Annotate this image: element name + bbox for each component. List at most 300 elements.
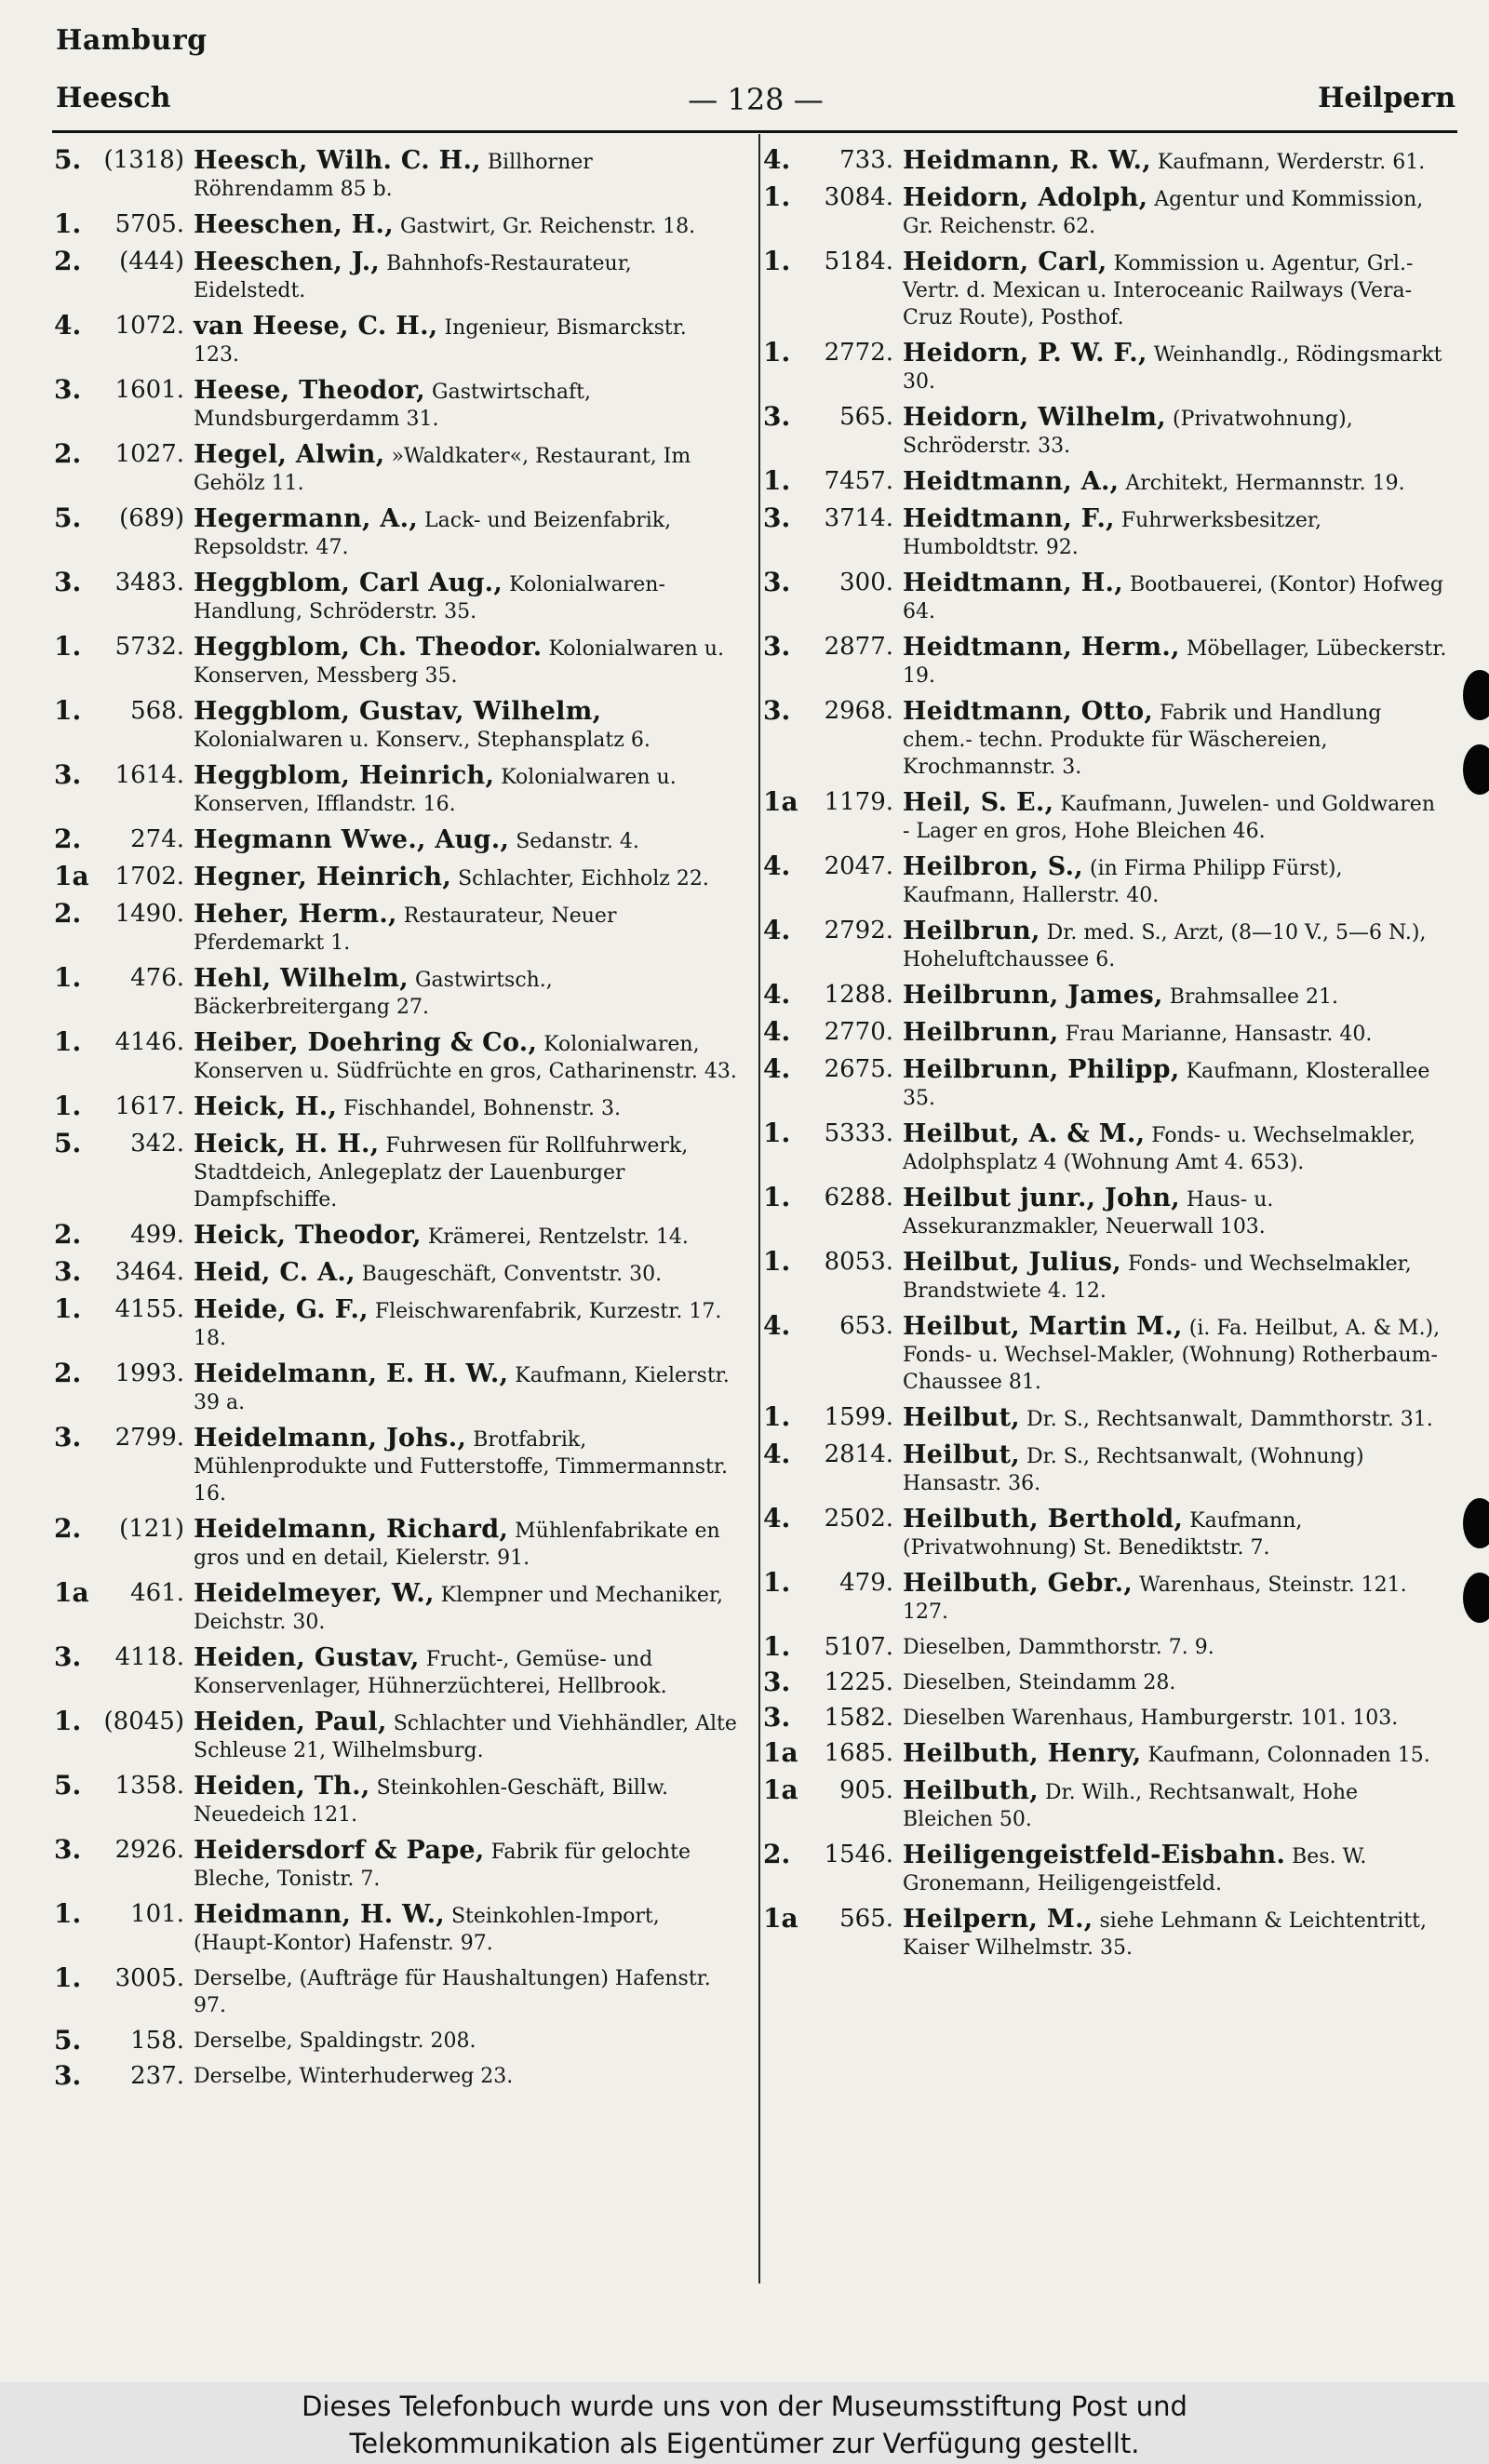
subscriber-name: Heidtmann, A.,: [903, 467, 1120, 496]
subscriber-name: Heiligengeistfeld-Eisbahn.: [903, 1841, 1286, 1869]
subscriber-name: Heidelmann, E. H. W.,: [194, 1359, 509, 1388]
subscriber-details: Frucht-, Gemüse- und Konservenlager, Hühnerzüchterei, Hellbrook.: [194, 1648, 667, 1698]
entry-text: [194, 1359, 730, 1414]
entry-text: [903, 467, 1405, 496]
subscriber-name: Heggblom, Ch. Theodor.: [194, 633, 543, 662]
directory-entry: [763, 1669, 1448, 1696]
directory-entry: [763, 786, 1448, 845]
subscriber-details: Bes. W. Gronemann, Heiligengeistfeld.: [903, 1845, 1367, 1895]
subscriber-name: Heggblom, Heinrich,: [194, 761, 495, 790]
exchange-district: 2.: [54, 1358, 82, 1388]
exchange-district: 4.: [763, 1439, 791, 1469]
entry-text: [903, 339, 1442, 394]
phone-number: 1546.: [824, 1841, 893, 1868]
directory-entry: [54, 374, 737, 433]
entry-text: [194, 440, 691, 495]
entry-text: [194, 1579, 724, 1634]
subscriber-details: Mühlenfabrikate en gros und en detail, Kielerstr. 91.: [194, 1520, 720, 1570]
header-city: Hamburg: [56, 24, 208, 57]
entry-text: [194, 1643, 667, 1698]
entry-text: [903, 917, 1427, 971]
directory-entry: [763, 1774, 1448, 1833]
exchange-district: 1.: [54, 1293, 82, 1324]
subscriber-name: Heidorn, Carl,: [903, 248, 1107, 276]
directory-entry: [54, 695, 737, 754]
exchange-district: 1a: [763, 1903, 798, 1934]
phone-number: (689): [119, 504, 184, 532]
subscriber-details: Fonds- u. Wechselmakler, Adolphsplatz 4 (Wohnung Amt 4. 653).: [903, 1124, 1415, 1174]
directory-entry: [54, 898, 737, 957]
exchange-district: 1.: [54, 962, 82, 993]
subscriber-name: Heilbuth, Berthold,: [903, 1505, 1184, 1533]
subscriber-name: Heeschen, J.,: [194, 248, 381, 276]
subscriber-details: Dr. S., Rechtsanwalt, (Wohnung) Hansastr. 36.: [903, 1445, 1364, 1495]
directory-entry: [54, 569, 737, 625]
exchange-district: 1a: [763, 1774, 798, 1805]
subscriber-details: Restaurateur, Neuer Pferdemarkt 1.: [194, 904, 617, 955]
entry-text: [903, 1018, 1373, 1047]
directory-entry: [763, 465, 1448, 497]
subscriber-name: Heggblom, Gustav, Wilhelm,: [194, 697, 602, 726]
subscriber-details: Fleischwarenfabrik, Kurzestr. 17. 18.: [194, 1300, 722, 1350]
directory-entry: [763, 695, 1448, 781]
subscriber-name: Hehl, Wilhelm,: [194, 964, 409, 993]
subscriber-name: Heilpern, M.,: [903, 1905, 1093, 1934]
directory-entry: [763, 1401, 1448, 1433]
entry-text: [194, 863, 709, 891]
phone-number: 1072.: [114, 312, 184, 340]
exchange-district: 3.: [54, 567, 82, 597]
subscriber-details: Derselbe, (Aufträge für Haushaltungen) Hafenstr. 97.: [194, 1967, 711, 2017]
phone-number: 3714.: [824, 504, 893, 532]
exchange-district: 2.: [54, 1513, 82, 1544]
directory-entry: [54, 438, 737, 497]
subscriber-name: Heeschen, H.,: [194, 210, 394, 239]
exchange-district: 3.: [54, 1641, 82, 1672]
directory-entry: [54, 1577, 737, 1636]
phone-number: 1702.: [114, 863, 184, 891]
entry-text: [903, 1184, 1274, 1239]
subscriber-name: Heidtmann, Otto,: [903, 697, 1154, 726]
entry-text: [903, 1636, 1214, 1659]
subscriber-details: Lack- und Beizenfabrik, Repsoldstr. 47.: [194, 509, 672, 559]
subscriber-name: Heiden, Paul,: [194, 1707, 387, 1736]
directory-entry: [763, 850, 1448, 909]
subscriber-details: Fuhrwerksbesitzer, Humboldtstr. 92.: [903, 509, 1321, 559]
punch-hole-mark: [1463, 1498, 1489, 1548]
exchange-district: 4.: [763, 850, 791, 881]
header-first-entry: Heesch: [56, 82, 171, 114]
phone-number: 2770.: [824, 1018, 893, 1046]
subscriber-details: Haus- u. Assekuranzmakler, Neuerwall 103.: [903, 1188, 1274, 1239]
exchange-district: 4.: [763, 1503, 791, 1533]
subscriber-details: Klempner und Mechaniker, Deichstr. 30.: [194, 1584, 724, 1634]
subscriber-details: Kaufmann, Klosterallee 35.: [903, 1060, 1430, 1110]
exchange-district: 1.: [54, 1026, 82, 1057]
entry-text: [194, 248, 632, 302]
entry-text: [194, 504, 672, 559]
subscriber-name: Hegner, Heinrich,: [194, 863, 452, 891]
subscriber-details: Kolonialwaren u. Konserv., Stephansplatz 6.: [194, 729, 651, 752]
entry-text: [194, 1707, 737, 1762]
directory-entry: [54, 826, 737, 855]
exchange-district: 4.: [763, 1053, 791, 1084]
header-rule: [52, 130, 1457, 133]
entry-text: [903, 569, 1443, 623]
exchange-district: 2.: [54, 1219, 82, 1250]
exchange-district: 5.: [54, 144, 82, 175]
subscriber-details: Dieselben Warenhaus, Hamburgerstr. 101. 103.: [903, 1707, 1399, 1730]
directory-entry: [763, 631, 1448, 690]
subscriber-details: Gastwirt, Gr. Reichenstr. 18.: [399, 215, 696, 238]
subscriber-details: Agentur und Kommission, Gr. Reichenstr. 62.: [903, 188, 1424, 238]
subscriber-details: (Privatwohnung), Schröderstr. 33.: [903, 408, 1353, 458]
directory-entry: [54, 1708, 737, 1764]
subscriber-details: (in Firma Philipp Fürst), Kaufmann, Hallerstr. 40.: [903, 857, 1343, 907]
header-last-entry: Heilpern: [1318, 82, 1455, 114]
phone-number: 8053.: [824, 1248, 893, 1276]
subscriber-details: Möbellager, Lübeckerstr. 19.: [903, 637, 1447, 688]
subscriber-name: Heide, G. F.,: [194, 1295, 369, 1324]
entry-text: [194, 1295, 722, 1350]
entry-text: [194, 1221, 689, 1250]
subscriber-details: Steinkohlen-Geschäft, Billw. Neuedeich 121.: [194, 1776, 669, 1827]
exchange-district: 3.: [54, 2060, 82, 2091]
phone-number: 3084.: [824, 183, 893, 211]
subscriber-name: Heilbrun,: [903, 917, 1040, 945]
phone-number: 2814.: [824, 1440, 893, 1468]
entry-text: [194, 633, 724, 688]
entry-text: [194, 312, 687, 367]
entry-text: [194, 1967, 711, 2017]
exchange-district: 1.: [763, 337, 791, 368]
subscriber-details: Gastwirtschaft, Mundsburgerdamm 31.: [194, 381, 591, 431]
entry-text: [194, 761, 677, 816]
entry-text: [194, 697, 651, 752]
subscriber-name: Heilbut, Martin M.,: [903, 1312, 1183, 1341]
directory-entry: [763, 144, 1448, 176]
directory-entry: [763, 1903, 1448, 1962]
phone-number: 5107.: [824, 1633, 893, 1661]
phone-number: 1358.: [114, 1772, 184, 1800]
directory-entry: [763, 181, 1448, 240]
directory-entry: [54, 1128, 737, 1213]
exchange-district: 1.: [54, 208, 82, 239]
subscriber-name: Heidtmann, H.,: [903, 569, 1123, 597]
entry-text: [903, 1776, 1359, 1831]
directory-entry: [54, 1962, 737, 2019]
directory-entry: [54, 1293, 737, 1352]
phone-number: 479.: [839, 1569, 893, 1597]
subscriber-name: Heil, S. E.,: [903, 788, 1054, 817]
right-column: [763, 144, 1448, 1970]
subscriber-name: Heilbut, A. & M.,: [903, 1119, 1146, 1148]
exchange-district: 1a: [54, 1577, 89, 1608]
directory-entry: [763, 1631, 1448, 1662]
directory-entry: [763, 401, 1448, 460]
entry-text: [903, 1312, 1441, 1394]
subscriber-name: Heilbut,: [903, 1403, 1020, 1432]
subscriber-name: Heidorn, Adolph,: [903, 183, 1148, 212]
subscriber-name: Heilbuth, Gebr.,: [903, 1569, 1134, 1598]
entry-text: [903, 1841, 1367, 1895]
phone-number: 342.: [130, 1130, 184, 1158]
phone-number: 3464.: [114, 1258, 184, 1286]
subscriber-details: Fabrik für gelochte Bleche, Tonistr. 7.: [194, 1841, 691, 1891]
entry-text: [194, 1900, 660, 1955]
entry-text: [194, 2065, 513, 2088]
subscriber-details: Kolonialwaren, Konserven u. Südfrüchte en gros, Catharinenstr. 43.: [194, 1033, 737, 1083]
subscriber-details: Gastwirtsch., Bäckerbreitergang 27.: [194, 969, 553, 1019]
phone-number: 499.: [130, 1221, 184, 1249]
footer-notice: [0, 2382, 1489, 2464]
directory-entry: [763, 1503, 1448, 1561]
subscriber-name: Heilbrunn, James,: [903, 981, 1163, 1010]
subscriber-name: Heidtmann, F.,: [903, 504, 1115, 533]
exchange-district: 2.: [54, 438, 82, 469]
directory-entry: [763, 1567, 1448, 1626]
entry-text: [194, 569, 665, 623]
subscriber-name: Heesch, Wilh. C. H.,: [194, 146, 481, 175]
subscriber-name: Heick, H. H.,: [194, 1130, 380, 1158]
entry-text: [194, 1836, 691, 1891]
exchange-district: 2.: [54, 898, 82, 929]
subscriber-name: Hegermann, A.,: [194, 504, 419, 533]
phone-number: 274.: [130, 825, 184, 853]
exchange-district: 1.: [763, 1567, 791, 1598]
exchange-district: 3.: [763, 1702, 791, 1733]
subscriber-details: Dieselben, Dammthorstr. 7. 9.: [903, 1636, 1214, 1659]
directory-entry: [763, 1182, 1448, 1240]
phone-number: 905.: [839, 1776, 893, 1804]
subscriber-details: Schlachter und Viehhändler, Alte Schleuse 21, Wilhelmsburg.: [194, 1712, 737, 1762]
directory-entry: [763, 1841, 1448, 1897]
subscriber-details: Brotfabrik, Mühlenprodukte und Futterstoffe, Timmermannstr. 16.: [194, 1428, 728, 1506]
subscriber-details: Billhorner Röhrendamm 85 b.: [194, 151, 593, 201]
subscriber-details: Bahnhofs-Restaurateur, Eidelstedt.: [194, 252, 632, 302]
subscriber-name: Heidelmeyer, W.,: [194, 1579, 435, 1608]
exchange-district: 4.: [763, 979, 791, 1010]
entry-text: [903, 1505, 1303, 1560]
subscriber-details: Kaufmann, Werderstr. 61.: [1157, 151, 1426, 174]
exchange-district: 1.: [763, 465, 791, 496]
entry-text: [903, 403, 1353, 458]
subscriber-name: Heilbut,: [903, 1440, 1020, 1469]
subscriber-details: Fuhrwesen für Rollfuhrwerk, Stadtdeich, Anlegeplatz der Lauenburger Dampfschiffe.: [194, 1134, 689, 1212]
exchange-district: 3.: [763, 695, 791, 726]
exchange-district: 5.: [54, 2025, 82, 2056]
subscriber-details: Kaufmann, Kielerstr. 39 a.: [194, 1364, 730, 1414]
directory-entry: [54, 144, 737, 203]
directory-entry: [54, 962, 737, 1021]
directory-entry: [54, 759, 737, 818]
subscriber-details: Fabrik und Handlung chem.- techn. Produkte für Wäschereien, Krochmannstr. 3.: [903, 702, 1382, 779]
entry-text: [903, 633, 1447, 688]
directory-entry: [763, 1053, 1448, 1112]
directory-entry: [54, 502, 737, 561]
directory-entry: [763, 248, 1448, 331]
subscriber-name: Heidelmann, Richard,: [194, 1515, 509, 1544]
entry-text: [903, 697, 1382, 779]
subscriber-name: Heilbut, Julius,: [903, 1248, 1121, 1277]
directory-entry: [54, 1641, 737, 1700]
directory-entry: [763, 917, 1448, 973]
phone-number: 158.: [130, 2027, 184, 2055]
phone-number: 2799.: [114, 1424, 184, 1452]
phone-number: 1993.: [114, 1359, 184, 1387]
directory-entry: [54, 1093, 737, 1122]
subscriber-details: Weinhandlg., Rödingsmarkt 30.: [903, 343, 1442, 394]
entry-text: [903, 981, 1339, 1010]
subscriber-name: Heidorn, P. W. F.,: [903, 339, 1147, 368]
exchange-district: 1.: [763, 1118, 791, 1148]
exchange-district: 3.: [763, 631, 791, 662]
directory-entry: [763, 502, 1448, 561]
directory-entry: [763, 569, 1448, 625]
entry-text: [903, 183, 1424, 238]
phone-number: 4146.: [114, 1028, 184, 1056]
entry-text: [194, 964, 553, 1019]
phone-number: 1599.: [824, 1403, 893, 1431]
exchange-district: 1.: [54, 1091, 82, 1121]
exchange-district: 4.: [54, 310, 82, 341]
exchange-district: 3.: [54, 1422, 82, 1453]
phone-number: (121): [119, 1515, 184, 1543]
entry-text: [903, 1248, 1412, 1303]
entry-text: [903, 248, 1414, 329]
directory-entry: [763, 1246, 1448, 1305]
directory-entry: [54, 2025, 737, 2056]
subscriber-details: Frau Marianne, Hansastr. 40.: [1065, 1023, 1373, 1046]
exchange-district: 4.: [763, 915, 791, 945]
exchange-district: 1a: [54, 861, 89, 891]
phone-number: 1225.: [824, 1668, 893, 1696]
phone-number: 1027.: [114, 440, 184, 468]
directory-entry: [763, 1702, 1448, 1733]
directory-entry: [54, 1422, 737, 1507]
subscriber-details: Fonds- und Wechselmakler, Brandstwiete 4. 12.: [903, 1252, 1412, 1303]
exchange-district: 3.: [763, 502, 791, 533]
exchange-district: 1a: [763, 786, 798, 817]
directory-entry: [54, 1770, 737, 1828]
phone-number: 5732.: [114, 633, 184, 661]
exchange-district: 1.: [763, 1246, 791, 1277]
subscriber-details: Kaufmann, Juwelen- und Goldwaren - Lager en gros, Hohe Bleichen 46.: [903, 793, 1435, 843]
directory-entry: [54, 861, 737, 892]
subscriber-name: Heidersdorf & Pape,: [194, 1836, 485, 1865]
footer-line-1: Dieses Telefonbuch wurde uns von der Museumsstiftung Post und: [302, 2390, 1187, 2422]
subscriber-details: »Waldkater«, Restaurant, Im Gehölz 11.: [194, 445, 691, 495]
exchange-district: 3.: [763, 401, 791, 432]
subscriber-name: Heidmann, H. W.,: [194, 1900, 445, 1929]
subscriber-name: Heiber, Doehring & Co.,: [194, 1028, 538, 1057]
subscriber-details: Brahmsallee 21.: [1169, 985, 1339, 1009]
entry-text: [194, 210, 696, 239]
entry-text: [903, 1671, 1175, 1694]
phone-number: 1582.: [824, 1704, 893, 1732]
phone-number: 2877.: [824, 633, 893, 661]
entry-text: [903, 146, 1426, 175]
directory-entry: [763, 1737, 1448, 1769]
exchange-district: 4.: [763, 144, 791, 175]
subscriber-details: Warenhaus, Steinstr. 121. 127.: [903, 1573, 1407, 1624]
exchange-district: 2.: [54, 246, 82, 276]
directory-entry: [763, 1310, 1448, 1396]
subscriber-name: Heidtmann, Herm.,: [903, 633, 1180, 662]
subscriber-details: (i. Fa. Heilbut, A. & M.), Fonds- u. Wechsel-Makler, (Wohnung) Rotherbaum-Chaussee 81.: [903, 1317, 1441, 1394]
phone-number: 1617.: [114, 1092, 184, 1120]
phone-number: 2047.: [824, 852, 893, 880]
phone-number: (1318): [103, 146, 184, 174]
directory-entry: [54, 1360, 737, 1416]
exchange-district: 3.: [763, 567, 791, 597]
directory-entry: [763, 1441, 1448, 1497]
punch-hole-mark: [1463, 744, 1489, 795]
phone-number: 5705.: [114, 210, 184, 238]
phone-number: 461.: [130, 1579, 184, 1607]
entry-text: [903, 1905, 1427, 1960]
phone-number: 1614.: [114, 761, 184, 789]
subscriber-name: Heick, Theodor,: [194, 1221, 422, 1250]
entry-text: [194, 1258, 663, 1287]
phone-number: 2502.: [824, 1505, 893, 1533]
subscriber-details: Schlachter, Eichholz 22.: [458, 867, 709, 891]
entry-text: [194, 1130, 689, 1212]
entry-text: [903, 1739, 1430, 1768]
exchange-district: 1.: [54, 1962, 82, 1993]
subscriber-details: Bootbauerei, (Kontor) Hofweg 64.: [903, 573, 1443, 623]
exchange-district: 3.: [54, 759, 82, 790]
phone-number: 101.: [130, 1900, 184, 1928]
entry-text: [194, 825, 639, 854]
header-row: [56, 82, 1455, 123]
phone-number: 568.: [130, 697, 184, 725]
phone-number: 476.: [130, 964, 184, 992]
entry-text: [194, 1515, 720, 1570]
subscriber-name: Hegel, Alwin,: [194, 440, 385, 469]
exchange-district: 3.: [54, 1834, 82, 1865]
exchange-district: 1.: [54, 1898, 82, 1929]
entry-text: [194, 1028, 737, 1083]
exchange-district: 1.: [54, 695, 82, 726]
subscriber-details: Dr. med. S., Arzt, (8—10 V., 5—6 N.), Hoheluftchaussee 6.: [903, 921, 1427, 971]
subscriber-name: Heilbut junr., John,: [903, 1184, 1181, 1212]
punch-hole-mark: [1463, 1573, 1489, 1623]
entry-text: [194, 900, 617, 955]
phone-number: 3483.: [114, 569, 184, 596]
exchange-district: 3.: [763, 1667, 791, 1697]
entry-text: [903, 504, 1321, 559]
phone-number: (444): [119, 248, 184, 275]
exchange-district: 1a: [763, 1737, 798, 1768]
subscriber-details: Krämerei, Rentzelstr. 14.: [427, 1225, 689, 1249]
directory-entry: [763, 1016, 1448, 1048]
subscriber-details: Kaufmann, (Privatwohnung) St. Benediktstr. 7.: [903, 1509, 1303, 1560]
exchange-district: 1.: [763, 181, 791, 212]
subscriber-name: Heidmann, R. W.,: [903, 146, 1151, 175]
phone-number: 565.: [839, 403, 893, 431]
entry-text: [903, 1569, 1407, 1624]
entry-text: [903, 1440, 1364, 1495]
directory-entry: [54, 1026, 737, 1085]
phone-number: 565.: [839, 1905, 893, 1933]
phone-number: 733.: [839, 146, 893, 174]
left-column: [54, 144, 737, 2098]
phone-number: 5333.: [824, 1119, 893, 1147]
subscriber-name: Heese, Theodor,: [194, 376, 426, 405]
phone-number: 1685.: [824, 1739, 893, 1767]
subscriber-details: Ingenieur, Bismarckstr. 123.: [194, 316, 687, 367]
